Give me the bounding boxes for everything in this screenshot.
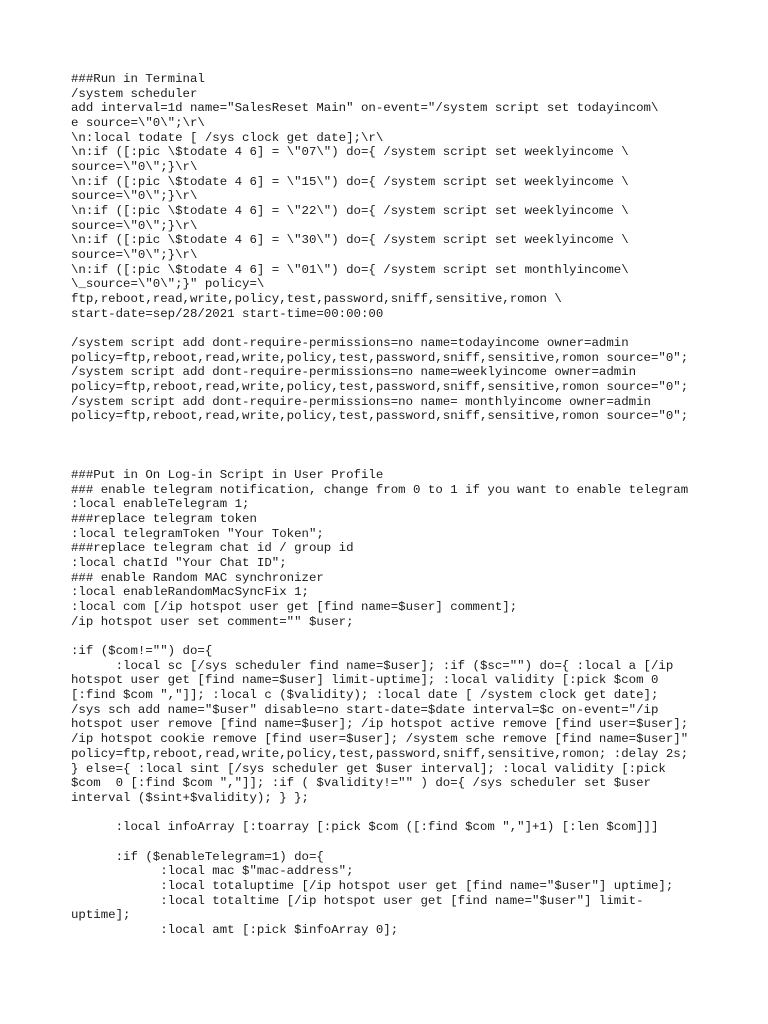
script-line: \n:if ([:pic \$todate 4 6] = \"22\") do={ /system script set weeklyincome \: [71, 204, 629, 219]
script-line: :local enableRandomMacSyncFix 1;: [71, 585, 309, 600]
script-line: :local com [/ip hotspot user get [find name=$user] comment];: [71, 600, 518, 615]
script-line: [71, 806, 761, 821]
script-line: /system scheduler: [71, 86, 198, 101]
script-line: source=\"0\";}\r\: [71, 189, 198, 204]
script-line: /system script add dont-require-permissions=no name= monthlyincome owner=admin: [71, 394, 651, 409]
script-line: :local totaluptime [/ip hotspot user get [find name="$user"] uptime];: [71, 878, 674, 893]
script-line: hotspot user remove [find name=$user]; /ip hotspot active remove [find user=$user];: [71, 717, 689, 732]
script-line: ### enable telegram notification, change from 0 to 1 if you want to enable telegram: [71, 482, 689, 497]
script-line: ###Put in On Log-in Script in User Profile: [71, 468, 384, 483]
script-line: [71, 453, 761, 468]
script-line: /ip hotspot cookie remove [find user=$user]; /system sche remove [find name=$user]": [71, 732, 689, 747]
script-line: :local mac $"mac-address";: [71, 864, 354, 879]
script-line: [71, 439, 761, 454]
script-line: policy=ftp,reboot,read,write,policy,test,password,sniff,sensitive,romon source="0";: [71, 380, 689, 395]
script-line: :local infoArray [:toarray [:pick $com ([:find $com ","]+1) [:len $com]]]: [71, 820, 659, 835]
script-line: ###replace telegram token: [71, 512, 257, 527]
script-line: $com 0 [:find $com ","]]; :if ( $validity!="" ) do={ /sys scheduler set $user: [71, 776, 651, 791]
script-line: source=\"0\";}\r\: [71, 160, 198, 175]
script-line: \_source=\"0\";}" policy=\: [71, 277, 265, 292]
script-line: \n:if ([:pic \$todate 4 6] = \"01\") do={ /system script set monthlyincome\: [71, 262, 629, 277]
script-text-block: [71, 72, 761, 938]
script-line: [71, 321, 761, 336]
script-line: \n:if ([:pic \$todate 4 6] = \"30\") do={ /system script set weeklyincome \: [71, 233, 629, 248]
script-line: :local chatId "Your Chat ID";: [71, 556, 287, 571]
script-line: policy=ftp,reboot,read,write,policy,test,password,sniff,sensitive,romon; :delay 2s;: [71, 746, 689, 761]
script-line: \n:if ([:pic \$todate 4 6] = \"07\") do={ /system script set weeklyincome \: [71, 145, 629, 160]
script-line: [:find $com ","]]; :local c ($validity); :local date [ /system clock get date];: [71, 688, 659, 703]
script-line: :local sc [/sys scheduler find name=$user]; :if ($sc="") do={ :local a [/ip: [71, 658, 674, 673]
script-line: /sys sch add name="$user" disable=no start-date=$date interval=$c on-event="/ip: [71, 702, 659, 717]
script-line: policy=ftp,reboot,read,write,policy,test,password,sniff,sensitive,romon source="0";: [71, 409, 689, 424]
script-line: ###replace telegram chat id / group id: [71, 541, 354, 556]
script-line: /ip hotspot user set comment="" $user;: [71, 614, 354, 629]
script-line: source=\"0\";}\r\: [71, 248, 198, 263]
script-line: uptime];: [71, 908, 131, 923]
script-line: policy=ftp,reboot,read,write,policy,test,password,sniff,sensitive,romon source="0";: [71, 350, 689, 365]
script-line: source=\"0\";}\r\: [71, 218, 198, 233]
script-line: ###Run in Terminal: [71, 72, 205, 86]
script-line: :local totaltime [/ip hotspot user get [find name="$user"] limit-: [71, 893, 644, 908]
script-line: \n:local todate [ /sys clock get date];\r\: [71, 130, 384, 145]
script-line: /system script add dont-require-permissions=no name=todayincome owner=admin: [71, 336, 629, 351]
script-line: :if ($com!="") do={: [71, 644, 213, 659]
script-line: e source=\"0\";\r\: [71, 116, 205, 131]
script-line: ### enable Random MAC synchronizer: [71, 570, 324, 585]
script-line: [71, 835, 761, 850]
script-line: [71, 629, 761, 644]
script-line: :local telegramToken "Your Token";: [71, 526, 324, 541]
script-line: :local amt [:pick $infoArray 0];: [71, 922, 399, 937]
script-line: hotspot user get [find name=$user] limit-uptime]; :local validity [:pick $com 0: [71, 673, 659, 688]
script-line: /system script add dont-require-permissions=no name=weeklyincome owner=admin: [71, 365, 637, 380]
script-line: ftp,reboot,read,write,policy,test,password,sniff,sensitive,romon \: [71, 292, 562, 307]
script-line: add interval=1d name="SalesReset Main" on-event="/system script set todayincom\: [71, 101, 659, 116]
script-line: \n:if ([:pic \$todate 4 6] = \"15\") do={ /system script set weeklyincome \: [71, 174, 629, 189]
script-line: [71, 424, 761, 439]
script-line: } else={ :local sint [/sys scheduler get $user interval]; :local validity [:pick: [71, 761, 666, 776]
script-line: interval ($sint+$validity); } };: [71, 790, 309, 805]
script-line: :if ($enableTelegram=1) do={: [71, 849, 324, 864]
script-line: start-date=sep/28/2021 start-time=00:00:00: [71, 306, 384, 321]
script-line: :local enableTelegram 1;: [71, 497, 250, 512]
